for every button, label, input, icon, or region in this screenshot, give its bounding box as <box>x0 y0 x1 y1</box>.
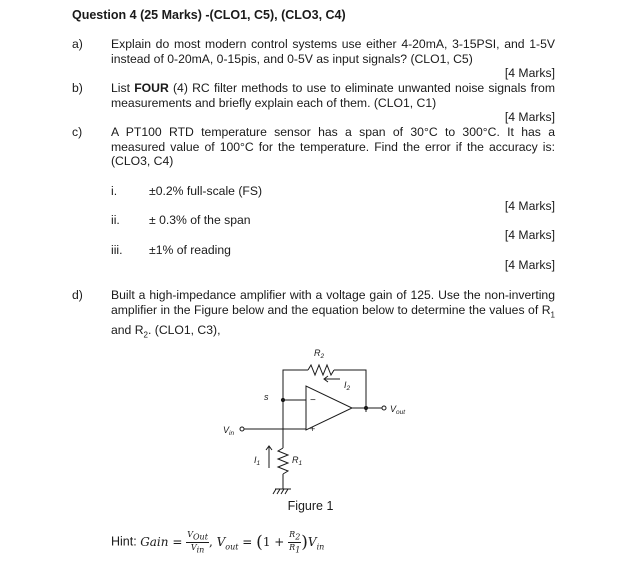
feedback-wire-left <box>283 370 308 412</box>
r1-label: $R_1$ <box>292 455 303 467</box>
question-b-letter: b) <box>72 81 83 95</box>
sub-ii-number: ii. <box>111 213 120 227</box>
vin-label: $V_{in}$ <box>223 425 235 437</box>
question-a-letter: a) <box>72 37 83 51</box>
sub-i-text: ±0.2% full-scale (FS) <box>149 184 263 198</box>
resistor-ratio-fraction: $\frac{R_2}{R_1}$ <box>289 530 301 555</box>
question-d-letter: d) <box>72 288 83 302</box>
sub-i-marks: [4 Marks] <box>504 199 555 213</box>
r1-resistor <box>278 448 288 474</box>
question-b-emphasis: FOUR <box>134 81 169 95</box>
sub-ii-marks: [4 Marks] <box>504 228 555 242</box>
sub-iii-marks: [4 Marks] <box>504 258 555 272</box>
sub-ii-text: ± 0.3% of the span <box>149 213 251 227</box>
op-amp-minus-label: − <box>310 395 316 406</box>
r2-resistor <box>308 365 334 375</box>
question-b-marks: [4 Marks] <box>504 110 555 124</box>
question-d-text: Built a high-impedance amplifier with a voltage gain of 125. Use the non-inverting amplifier in the Figure below and the equation below to determine the values of $R_1$ and $R_2$. (CLO1, C3), <box>111 288 555 340</box>
vout-label: $V_{out}$ <box>390 404 406 416</box>
question-title: Question 4 (25 Marks) -(CLO1, C5), (CLO3, C4) <box>72 8 346 22</box>
hint-label: Hint <box>111 534 134 549</box>
r2-label: $R_2$ <box>314 348 325 360</box>
figure-caption: Figure 1 <box>287 499 334 513</box>
question-a-marks: [4 Marks] <box>504 66 555 80</box>
sub-i-number: i. <box>111 184 118 198</box>
question-c-letter: c) <box>72 125 83 139</box>
question-b-text: List FOUR (4) RC filter methods to use to eliminate unwanted noise signals from measurements and briefly explain each of them. (CLO1, C1) <box>111 81 555 110</box>
node-s-label: s <box>264 392 269 402</box>
gain-fraction: $\frac{V_{Out}}{V_{in}}$ <box>187 530 208 555</box>
i2-label: $I_2$ <box>344 380 351 392</box>
op-amp-plus-label: + <box>310 424 316 434</box>
vin-terminal <box>240 427 244 431</box>
question-c-text: A PT100 RTD temperature sensor has a span of 30°C to 300°C. It has a measured value of 100°C for the temperature. Find the error if the accuracy is: (CLO3, C4) <box>111 125 555 169</box>
sub-iii-number: iii. <box>111 243 123 257</box>
i1-label: $I_1$ <box>254 455 261 467</box>
sub-iii-text: ±1% of reading <box>149 243 231 257</box>
vout-terminal <box>382 406 386 410</box>
hint-equation: Hint: Gain = $\frac{V_{Out}}{V_{in}}$ , $V_{out} = (1$ + $\frac{R_2}{R_1}$ )$V_{in}$ <box>111 530 325 555</box>
question-a-text: Explain do most modern control systems use either 4-20mA, 3-15PSI, and 1-5V instead of 0-20mA, 0-15pis, and 0-5V as input signals? (CLO1, C5) <box>111 37 555 66</box>
